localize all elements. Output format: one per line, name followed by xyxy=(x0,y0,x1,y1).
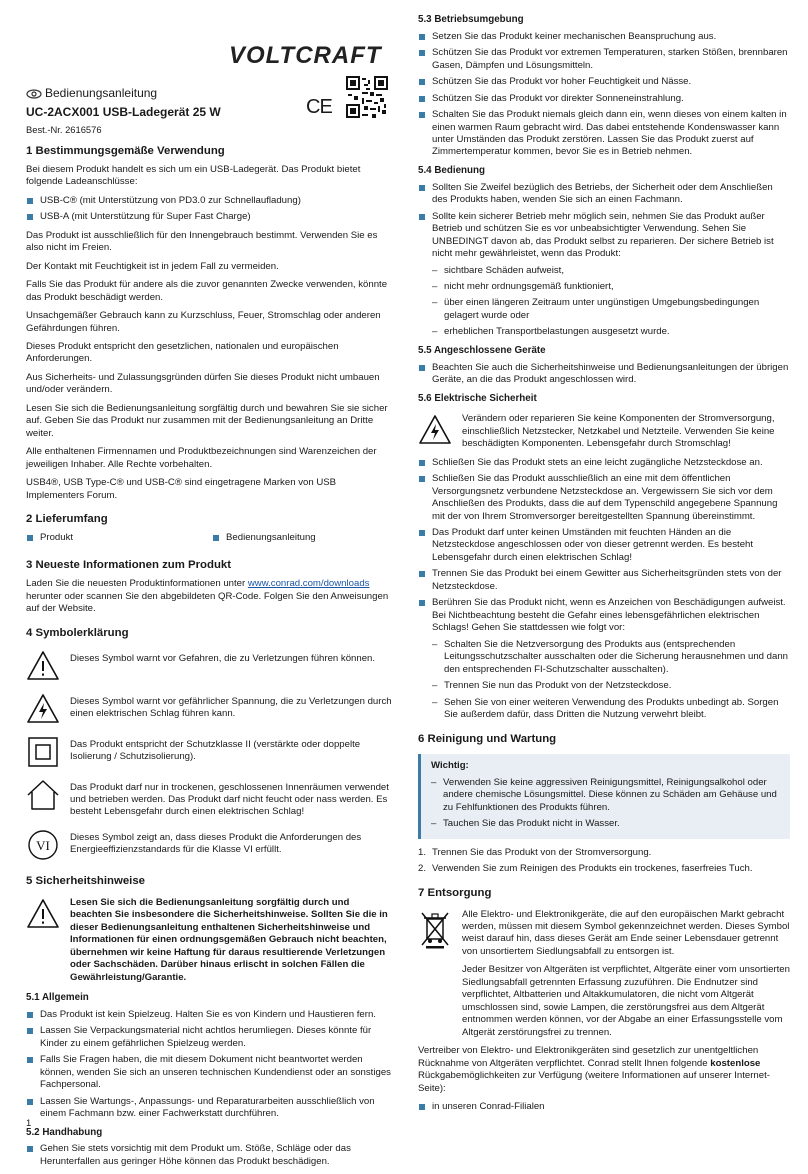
high-voltage-icon xyxy=(26,692,60,726)
text: Vertreiber von Elektro- und Elektronikgeräten sind gesetzlich zur unentgeltlichen Rücknahme von Altgeräten verpflichtet. Conrad stellt Ihnen folgende xyxy=(418,1045,759,1069)
list-item: Produkt xyxy=(26,532,212,544)
electrical-dash-list xyxy=(432,639,790,722)
important-note xyxy=(418,754,790,838)
section-6-title: 6 Reinigung und Wartung xyxy=(418,732,557,745)
symbol-row xyxy=(26,735,394,769)
eye-icon xyxy=(26,89,42,99)
section-5-6-title: 5.6 Elektrische Sicherheit xyxy=(418,392,537,404)
list-item: in unseren Conrad-Filialen xyxy=(418,1101,790,1113)
symbol-row xyxy=(26,649,394,683)
list-item: – Verwenden Sie keine aggressiven Reinigungsmittel, Reinigungsalkohol oder andere chemische Lösungsmittel. Diese können zu Schäden am Gehäuse und zu Fehlfunktionen des Produkts führen. xyxy=(431,777,782,814)
left-column xyxy=(26,0,394,1174)
connected-devices-list xyxy=(418,362,790,387)
paragraph: USB4®, USB Type-C® und USB-C® sind eingetragene Marken von USB Implementers Forum. xyxy=(26,477,337,501)
note-list xyxy=(431,777,782,831)
operation-dash-list xyxy=(432,265,790,339)
list-item: – nicht mehr ordnungsgemäß funktioniert, xyxy=(432,281,790,293)
list-item: Gehen Sie stets vorsichtig mit dem Produkt um. Stöße, Schläge oder das Herunterfallen aus geringer Höhe können das Produkt beschädigen. xyxy=(26,1143,394,1168)
list-item: Schalten Sie das Produkt niemals gleich dann ein, wenn dieses von einem kalten in einen warmen Raum gebracht wird. Das dabei entstehende Kondenswasser kann unter Umständen das Produkt zerstören. Lassen Sie das Produkt zuerst auf Zimmertemperatur kommen, bevor Sie es in Betrieb nehmen. xyxy=(418,109,790,159)
electrical-list xyxy=(418,457,790,635)
paragraph: Alle Elektro- und Elektronikgeräte, die auf den europäischen Markt gebracht werden, müssen mit diesem Symbol gekennzeichnet werden. Dieses Symbol weist darauf hin, dass dieses Gerät am Ende seiner Lebensdauer getrennt von unsortiertem Siedlungsabfall zu entsorgen ist. xyxy=(462,908,790,957)
list-item: Setzen Sie das Produkt keiner mechanischen Beanspruchung aus. xyxy=(418,31,790,43)
paragraph: Jeder Besitzer von Altgeräten ist verpflichtet, Altgeräte einer vom unsortierten Siedlungsabfall getrennten Erfassung zuzuführen. Die Endnutzer sind verpflichtet, Altbatterien und Altakkumulatoren, die nicht vom Altgerät umschlossen sind, sowie Lampen, die zerstörungsfrei aus dem Altgerät entnommen werden können, vor der Abgabe an einer Erfassungsstelle vom Altgerät zerstörungsfrei zu trennen. xyxy=(462,964,790,1038)
list-item xyxy=(418,847,790,859)
list-item: – über einen längeren Zeitraum unter ungünstigen Umgebungsbedingungen gelagert wurde oder xyxy=(432,297,790,322)
section-3-text xyxy=(26,578,394,615)
list-item: Das Produkt darf unter keinen Umständen mit feuchten Händen an die Netzsteckdose angeschlossen oder von dieser getrennt werden. Es besteht Lebensgefahr durch einen elektrischen Schlag! xyxy=(418,527,790,564)
paragraph: Dieses Produkt entspricht den gesetzlichen, nationalen und europäischen Anforderungen. xyxy=(26,340,339,365)
ports-list xyxy=(26,195,394,224)
paragraph: Der Kontakt mit Feuchtigkeit ist in jedem Fall zu vermeiden. xyxy=(26,260,279,272)
indoor-house-icon xyxy=(26,778,60,812)
paragraph: Aus Sicherheits- und Zulassungsgründen dürfen Sie dieses Produkt nicht umbauen und/oder verändern. xyxy=(26,371,380,396)
step-number: 2. xyxy=(418,863,427,875)
note-title: Wichtig: xyxy=(431,760,469,772)
paragraph: Alle enthaltenen Firmennamen und Produktbezeichnungen sind Warenzeichen der jeweiligen Inhaber. Alle Rechte vorbehalten. xyxy=(26,446,377,470)
list-item: – Trennen Sie nun das Produkt von der Netzsteckdose. xyxy=(432,680,790,692)
protection-class-ii-icon xyxy=(26,735,60,769)
section-2-title: 2 Lieferumfang xyxy=(26,513,108,526)
list-item: Lassen Sie Wartungs-, Anpassungs- und Reparaturarbeiten ausschließlich von einem Fachmann bzw. einer Fachwerkstatt durchführen. xyxy=(26,1096,394,1121)
list-item: – sichtbare Schäden aufweist, xyxy=(432,265,790,277)
ce-mark: CE xyxy=(306,96,332,118)
list-item: Beachten Sie auch die Sicherheitshinweise und Bedienungsanleitungen der übrigen Geräte, an die das Produkt angeschlossen wird. xyxy=(418,362,790,387)
paragraph: Falls Sie das Produkt für andere als die zuvor genannten Zwecke verwenden, könnte das Produkt beschädigt werden. xyxy=(26,279,388,303)
section-5-title: 5 Sicherheitshinweise xyxy=(26,874,146,887)
text: Laden Sie die neuesten Produktinformationen unter xyxy=(26,578,248,590)
list-item: Schützen Sie das Produkt vor extremen Temperaturen, starken Stößen, brennbaren Gasen, Dämpfen und Lösungsmitteln. xyxy=(418,47,790,72)
paragraph: Lesen Sie sich die Bedienungsanleitung sorgfältig durch und bewahren Sie sie sicher auf. Geben Sie das Produkt nur zusammen mit der Bedienungsanleitung an Dritte weiter. xyxy=(26,402,388,439)
list-item xyxy=(418,863,790,875)
list-item: Das Produkt ist kein Spielzeug. Halten Sie es von Kindern und Haustieren fern. xyxy=(26,1009,394,1021)
high-voltage-icon xyxy=(418,413,452,447)
list-item: USB-A (mit Unterstützung für Super Fast Charge) xyxy=(26,211,394,223)
symbol-text: Dieses Symbol warnt vor gefährlicher Spannung, die zu Verletzungen durch einen elektrischen Schlag führen kann. xyxy=(70,695,392,719)
list-item: Schließen Sie das Produkt stets an eine leicht zugängliche Netzsteckdose an. xyxy=(418,457,790,469)
section-5-5-title: 5.5 Angeschlossene Geräte xyxy=(418,344,546,356)
section-3-title: 3 Neueste Informationen zum Produkt xyxy=(26,559,232,572)
symbol-text: Das Produkt entspricht der Schutzklasse II (verstärkte oder doppelte Isolierung / Schutzisolierung). xyxy=(70,738,361,762)
symbol-text: Dieses Symbol warnt vor Gefahren, die zu Verletzungen führen können. xyxy=(70,652,376,664)
efficiency-vi-icon xyxy=(26,828,60,862)
section-7-title: 7 Entsorgung xyxy=(418,886,492,899)
brand-logo: VOLTCRAFT xyxy=(229,42,382,69)
return-options-list xyxy=(418,1101,790,1113)
section-5-4-title: 5.4 Bedienung xyxy=(418,164,485,176)
list-item: – Sehen Sie von einer weiteren Verwendung des Produkts unbedingt ab. Sorgen Sie außerdem dafür, dass Dritten die Nutzung verwehrt bleibt. xyxy=(432,697,790,722)
list-item: Falls Sie Fragen haben, die mit diesem Dokument nicht beantwortet werden können, wenden Sie sich an unseren technischen Kundendienst oder an sonstiges Fachpersonal. xyxy=(26,1054,394,1091)
step-text: Verwenden Sie zum Reinigen des Produkts ein trockenes, faserfreies Tuch. xyxy=(432,863,753,875)
general-list xyxy=(26,1009,394,1121)
text-bold: kostenlose xyxy=(710,1057,761,1069)
safety-warning-text: Lesen Sie sich die Bedienungsanleitung sorgfältig durch und beachten Sie insbesondere die Sicherheitshinweise. Sollten Sie die in dieser Bedienungsanleitung enthaltenen Sicherheitshinweise und Informationen für einen ordnungsgemäßen Gebrauch nicht beachten, übernehmen wir keine Haftung für daraus resultierende Verletzungen oder Sachschäden. Darüber hinaus erlischt in solchen Fällen die Gewährleistung/Garantie. xyxy=(70,896,388,983)
order-number: Best.-Nr. 2616576 xyxy=(26,124,102,136)
doc-type-label: Bedienungsanleitung xyxy=(45,86,158,100)
warning-triangle-icon xyxy=(26,897,60,931)
symbol-row xyxy=(26,778,394,819)
symbol-row xyxy=(26,828,394,862)
crossed-bin-icon xyxy=(418,909,452,949)
list-item: Berühren Sie das Produkt nicht, wenn es Anzeichen von Beschädigungen aufweist. Bei Nichtbeachtung besteht die Gefahr eines lebensgefährlichen elektrischen Schlags! Gehen Sie stattdessen wie folgt vor: xyxy=(418,597,790,634)
handling-list xyxy=(26,1143,394,1168)
section-1-intro: Bei diesem Produkt handelt es sich um ein USB-Ladegerät. Das Produkt bietet folgende Ladeanschlüsse: xyxy=(26,163,361,188)
section-4-title: 4 Symbolerklärung xyxy=(26,626,129,639)
section-1-title: 1 Bestimmungsgemäße Verwendung xyxy=(26,145,225,157)
electrical-warning-text: Verändern oder reparieren Sie keine Komponenten der Stromversorgung, einschließlich Netzstecker, Netzkabel und Netzteile. Verwenden Sie keine beschädigten Komponenten. Lebensgefahr durch Stromschlag! xyxy=(462,413,775,450)
header xyxy=(26,0,394,86)
section-5-1-title: 5.1 Allgemein xyxy=(26,992,89,1004)
list-item: Sollten Sie Zweifel bezüglich des Betriebs, der Sicherheit oder dem Anschließen des Produkts haben, wenden Sie sich an einen Fachmann. xyxy=(418,182,790,207)
symbol-text: Dieses Symbol zeigt an, dass dieses Produkt die Anforderungen des Energieeffizienzstandards für die Klasse VI erfüllt. xyxy=(70,831,362,856)
list-item: – Tauchen Sie das Produkt nicht in Wasser. xyxy=(431,818,782,830)
paragraph: Unsachgemäßer Gebrauch kann zu Kurzschluss, Feuer, Stromschlag oder anderen Gefährdungen führen. xyxy=(26,310,381,334)
list-item: Lassen Sie Verpackungsmaterial nicht achtlos herumliegen. Dieses könnte für Kinder zu einem gefährlichen Spielzeug werden. xyxy=(26,1025,394,1050)
text: herunter oder scannen Sie den abgebildeten QR-Code. Folgen Sie den Anweisungen auf der Website. xyxy=(26,590,389,615)
list-item: Trennen Sie das Produkt bei einem Gewitter aus Sicherheitsgründen stets von der Netzsteckdose. xyxy=(418,568,790,593)
vi-label: VI xyxy=(36,837,50,853)
list-item: Schließen Sie das Produkt ausschließlich an eine mit dem öffentlichen Versorgungsnetz verbundene Netzsteckdose an. Vergewissern Sie sich vor dem Anschließen des Produkts, dass die auf dem Typenschild angegebene Spannung mit der von Ihrem Stromversorger bereitgestellten Spannung übereinstimmt. xyxy=(418,473,790,523)
doc-type xyxy=(26,86,394,102)
paragraph xyxy=(418,1045,790,1095)
page-number: 1 xyxy=(26,1117,32,1128)
safety-warning xyxy=(26,897,394,984)
downloads-link[interactable]: www.conrad.com/downloads xyxy=(247,578,370,590)
delivery-list xyxy=(26,532,394,548)
list-item: Bedienungsanleitung xyxy=(212,532,316,544)
section-5-3-title: 5.3 Betriebsumgebung xyxy=(418,14,524,25)
warning-triangle-icon xyxy=(26,649,60,683)
right-column xyxy=(418,14,790,1120)
section-5-2-title: 5.2 Handhabung xyxy=(26,1126,103,1138)
symbol-row xyxy=(26,692,394,726)
list-item: Schützen Sie das Produkt vor direkter Sonneneinstrahlung. xyxy=(418,93,790,105)
list-item: Schützen Sie das Produkt vor hoher Feuchtigkeit und Nässe. xyxy=(418,76,790,88)
text: Rückgabemöglichkeiten zur Verfügung (weitere Informationen auf unserer Internet-Seite): xyxy=(418,1070,770,1094)
disposal-text xyxy=(462,909,790,1046)
operation-list xyxy=(418,182,790,261)
cleaning-steps xyxy=(418,847,790,876)
qr-code xyxy=(346,76,388,118)
step-text: Trennen Sie das Produkt von der Stromversorgung. xyxy=(432,846,652,858)
environment-list xyxy=(418,31,790,159)
list-item: – erheblichen Transportbelastungen ausgesetzt wurde. xyxy=(432,326,790,338)
list-item: USB-C® (mit Unterstützung von PD3.0 zur Schnellaufladung) xyxy=(26,195,394,207)
product-title: UC-2ACX001 USB-Ladegerät 25 W xyxy=(26,104,221,119)
list-item: Sollte kein sicherer Betrieb mehr möglich sein, nehmen Sie das Produkt außer Betrieb und schützen Sie es vor unbeabsichtigter Verwendung. Sehen Sie UNBEDINGT davon ab, das Produkt selbst zu reparieren. Der sichere Betrieb ist nicht mehr gewährleistet, wenn das Produkt: xyxy=(418,211,790,261)
step-number: 1. xyxy=(418,846,427,858)
disposal-block xyxy=(418,909,790,1046)
title-block xyxy=(26,86,394,144)
symbol-text: Das Produkt darf nur in trockenen, geschlossenen Innenräumen verwendet und betrieben werden. Das Produkt darf nicht feucht oder nass werden. Es besteht Lebensgefahr durch einen elektrischen Schlag! xyxy=(70,781,389,818)
electrical-warning xyxy=(418,413,790,450)
paragraph: Das Produkt ist ausschließlich für den Innengebrauch bestimmt. Verwenden Sie es also nicht im Freien. xyxy=(26,229,378,254)
list-item: – Schalten Sie die Netzversorgung des Produkts aus (entsprechenden Leitungsschutzschalter ausschalten oder die Sicherung herausnehmen und dann den entsprechenden FI-Schutzschalter ausschalten). xyxy=(432,639,790,676)
